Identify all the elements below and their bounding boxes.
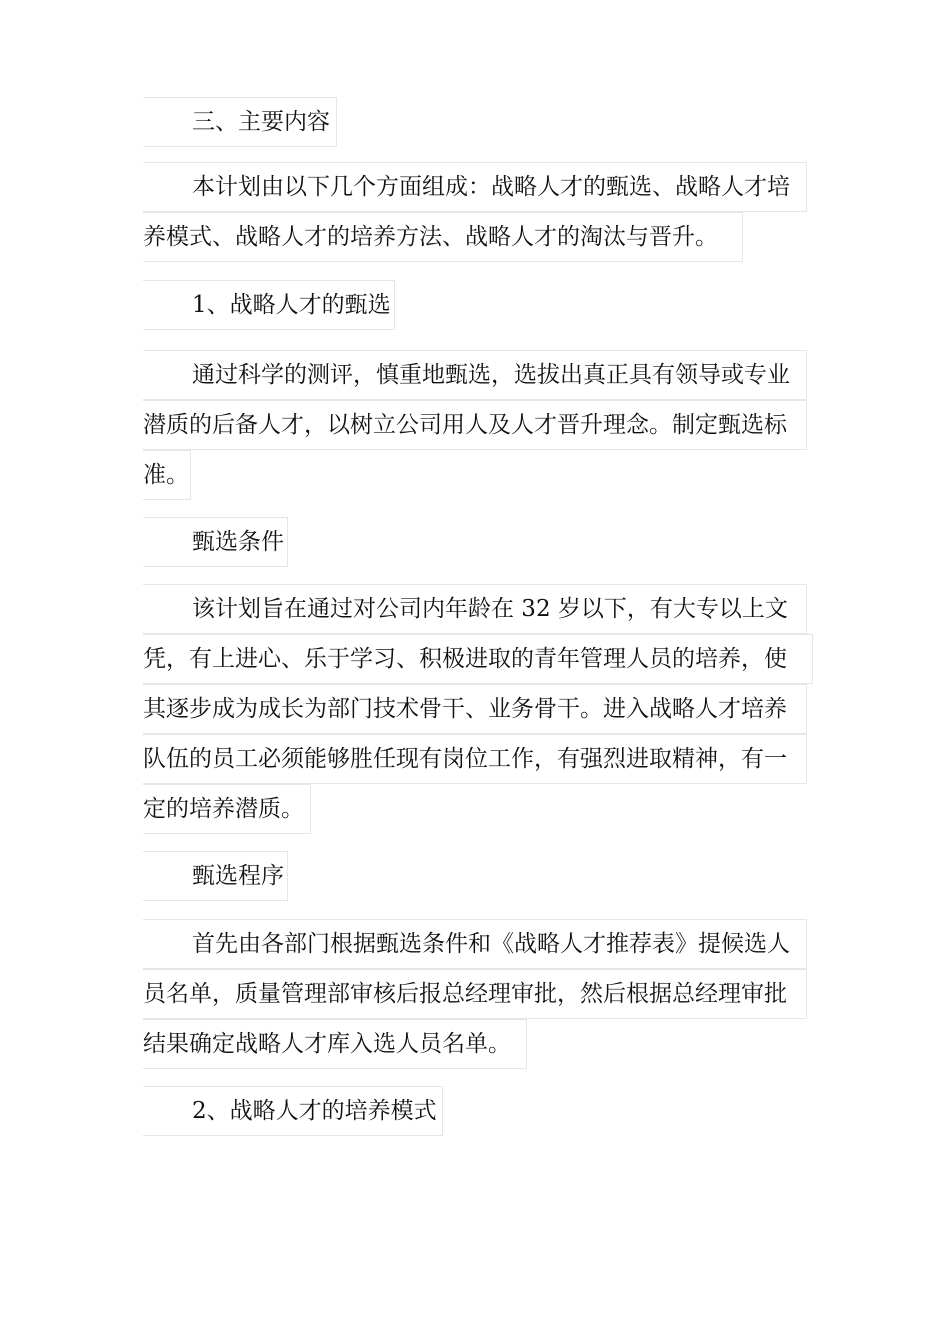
paragraph-line: 准。 [143,462,189,488]
paragraph-line: 潜质的后备人才，以树立公司用人及人才晋升理念。制定甄选标 [143,412,787,438]
paragraph-line: 通过科学的测评，慎重地甄选，选拔出真正具有领导或专业 [192,362,790,388]
paragraph-line: 结果确定战略人才库入选人员名单。 [143,1031,511,1057]
paragraph-line: 队伍的员工必须能够胜任现有岗位工作，有强烈进取精神，有一 [143,746,787,772]
subheading [143,851,288,901]
body-paragraph [143,350,807,500]
intro-paragraph [143,162,807,262]
paragraph-line: 养模式、战略人才的培养方法、战略人才的淘汰与晋升。 [143,224,718,250]
paragraph-line: 员名单，质量管理部审核后报总经理审批，然后根据总经理审批 [143,981,787,1007]
paragraph-line: 首先由各部门根据甄选条件和《战略人才推荐表》提候选人 [192,931,790,957]
paragraph-line: 定的培养潜质。 [143,796,304,822]
paragraph-line: 其逐步成为成长为部门技术骨干、业务骨干。进入战略人才培养 [143,696,787,722]
heading-text: 2、战略人才的培养模式 [192,1098,437,1124]
body-paragraph [143,584,813,834]
section-heading [143,97,337,147]
subsection-heading [143,1086,443,1136]
subheading [143,517,288,567]
paragraph-line: 该计划旨在通过对公司内年龄在 32 岁以下，有大专以上文 [192,596,788,622]
paragraph-line: 凭，有上进心、乐于学习、积极进取的青年管理人员的培养，使 [143,646,787,672]
paragraph-line: 本计划由以下几个方面组成：战略人才的甄选、战略人才培 [192,174,790,200]
heading-text: 三、主要内容 [192,109,330,135]
heading-text: 甄选条件 [192,529,284,555]
subsection-heading [143,280,395,330]
heading-text: 1、战略人才的甄选 [192,292,391,318]
body-paragraph [143,919,807,1069]
heading-text: 甄选程序 [192,863,284,889]
